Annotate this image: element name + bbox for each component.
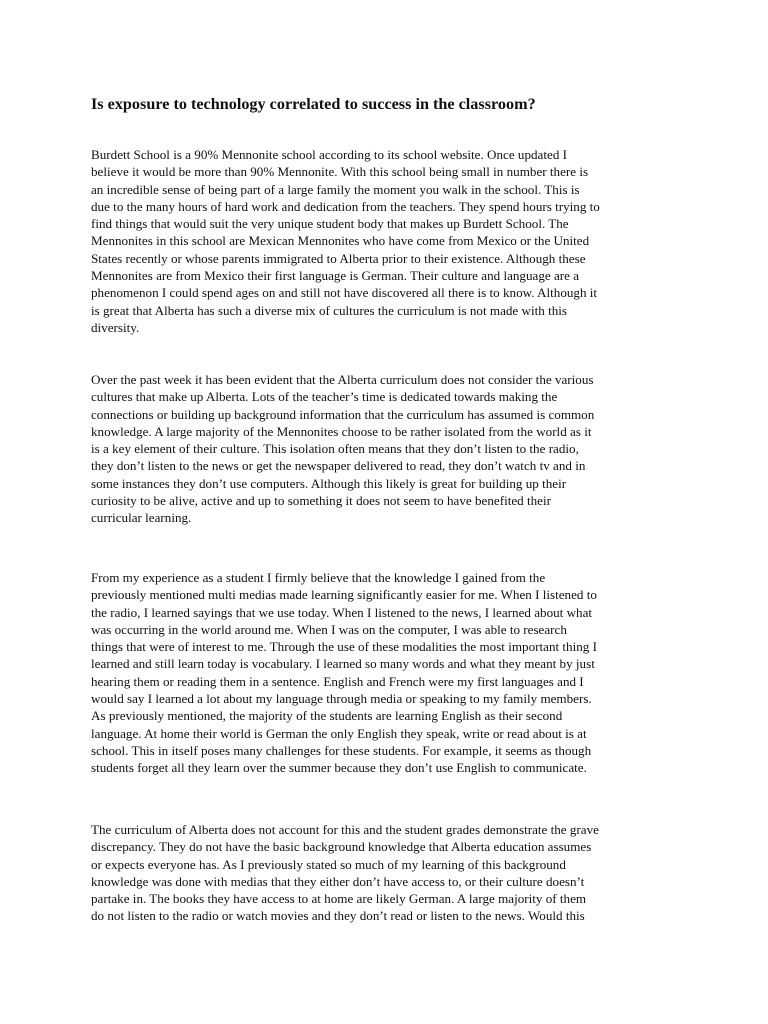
text-line: find things that would suit the very unique student body that makes up Burdett School. The [91, 216, 569, 232]
text-line: students forget all they learn over the summer because they don’t use English to communicate. [91, 760, 587, 776]
text-line: the radio, I learned sayings that we use today. When I listened to the news, I learned about what [91, 604, 593, 620]
text-line: connections or building up background information that the curriculum has assumed is common [91, 406, 595, 422]
text-line: States recently or whose parents immigrated to Alberta prior to their existence. Although these [91, 250, 586, 266]
text-line: Over the past week it has been evident that the Alberta curriculum does not consider the various [91, 372, 594, 387]
text-line: or expects everyone has. As I previously stated so much of my learning of this background [91, 856, 566, 872]
text-line: knowledge. A large majority of the Mennonites choose to be rather isolated from the world as it [91, 423, 592, 439]
text-line: cultures that make up Alberta. Lots of the teacher’s time is dedicated towards making the [91, 389, 558, 405]
text-line: Burdett School is a 90% Mennonite school according to its school website. Once updated I [91, 147, 568, 162]
text-line: they don’t listen to the news or get the newspaper delivered to read, they don’t watch tv and in [91, 458, 586, 474]
text-line: curiosity to be alive, active and up to something it does not seem to have benefited their [91, 493, 551, 509]
text-line: learned and still learn today is vocabulary. I learned so many words and what they meant by just [91, 656, 595, 672]
text-line: due to the many hours of hard work and dedication from the teachers. They spend hours trying to [91, 198, 600, 214]
text-line: school. This in itself poses many challenges for these students. For example, it seems as though [91, 742, 592, 758]
text-line: is a key element of their culture. This isolation often means that they don’t listen to the radio, [91, 441, 579, 457]
text-line: discrepancy. They do not have the basic background knowledge that Alberta education assumes [91, 839, 592, 855]
paragraph-3 [91, 569, 691, 777]
document-title: Is exposure to technology correlated to success in the classroom? [91, 95, 536, 113]
text-line: previously mentioned multi medias made learning significantly easier for me. When I listened to [91, 587, 597, 603]
paragraph-4 [91, 821, 691, 925]
text-line: things that were of interest to me. Through the use of these modalities the most important thing I [91, 639, 597, 655]
text-line: is great that Alberta has such a diverse mix of cultures the curriculum is not made with this [91, 302, 567, 318]
text-line: would say I learned a lot about my language through media or speaking to my family members. [91, 691, 592, 707]
text-line: Mennonites in this school are Mexican Mennonites who have come from Mexico or the United [91, 233, 590, 249]
text-line: curricular learning. [91, 510, 192, 526]
text-line: hearing them or reading them in a sentence. English and French were my first languages and I [91, 673, 584, 689]
text-line: Mennonites are from Mexico their first language is German. Their culture and language are a [91, 268, 580, 284]
text-line: knowledge was done with medias that they either don’t have access to, or their culture doesn’t [91, 873, 585, 889]
text-line: diversity. [91, 319, 140, 335]
text-line: phenomenon I could spend ages on and still not have discovered all there is to know. Although it [91, 285, 598, 301]
text-line: believe it would be more than 90% Mennonite. With this school being small in number there is [91, 164, 589, 180]
text-line: do not listen to the radio or watch movies and they don’t read or listen to the news. Would this [91, 908, 585, 924]
text-line: The curriculum of Alberta does not account for this and the student grades demonstrate the grave [91, 822, 599, 837]
text-line: As previously mentioned, the majority of the students are learning English as their second [91, 708, 563, 724]
text-line: language. At home their world is German the only English they speak, write or read about is at [91, 725, 587, 741]
text-line: From my experience as a student I firmly believe that the knowledge I gained from the [91, 570, 546, 585]
paragraph-2 [91, 371, 691, 527]
text-line: was occurring in the world around me. When I was on the computer, I was able to research [91, 621, 567, 637]
text-line: some instances they don’t use computers. Although this likely is great for building up their [91, 475, 567, 491]
paragraph-1 [91, 146, 691, 336]
text-line: partake in. The books they have access to at home are likely German. A large majority of them [91, 891, 587, 907]
text-line: an incredible sense of being part of a large family the moment you walk in the school. This is [91, 181, 580, 197]
